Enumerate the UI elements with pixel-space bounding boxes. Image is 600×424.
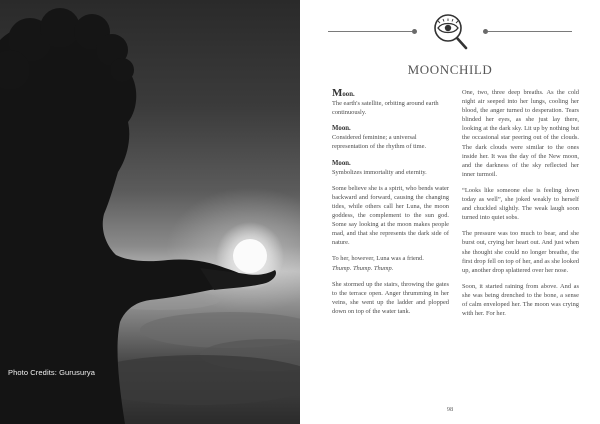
paragraph-line: To her, however, Luna was a friend. <box>332 255 424 263</box>
paragraph: She stormed up the stairs, throwing the gates to the terrace open. Anger thrumming in her veins, she went up the ladder and plopped down on top of the water tank. <box>332 280 449 315</box>
photo-credit: Photo Credits: Gurusurya <box>8 368 96 377</box>
moon <box>233 239 267 273</box>
paragraph: Some believe she is a spirit, who bends water backward and forward, causing the changing tides, while others call her Luna, the moon goddess, the complement to the sun god. Some say looking at the moon makes people mad, and that she represents the dark side of nature. <box>332 184 449 247</box>
definition-3 <box>332 159 449 177</box>
page-number: 98 <box>446 406 454 413</box>
ornament-dot-left <box>412 29 417 34</box>
definition-text: The earth's satellite, orbiting around earth continuously. <box>332 100 439 117</box>
text-column-right <box>462 88 579 325</box>
ornament-rule-right <box>488 31 572 32</box>
definition-1 <box>332 88 449 117</box>
text-page <box>300 0 600 424</box>
paragraph: One, two, three deep breaths. As the cold night air seeped into her lungs, cooling her blood, the anger turned to desperation. Tears blinded her eyes, as she just lay there, looking at the dark sky. Lit up by nothing but the occasional star peering out of the clouds. The dark clouds were similar to the ones inside her. It was the day of the New moon, and the darkness of the sky reflected her inner turmoil. <box>462 89 579 178</box>
definition-2 <box>332 124 449 151</box>
drop-cap: M <box>332 87 343 99</box>
definition-text: Considered feminine; a universal representation of the rhythm of time. <box>332 134 427 151</box>
paragraph: The pressure was too much to bear, and she burst out, crying her heart out. And just when she thought she could no longer breathe, the first drop fell on top of her, and as she looked up, another drop splattered over her nose. <box>462 230 579 274</box>
eye-magnifier-icon <box>430 12 470 52</box>
text-column-left <box>332 88 449 323</box>
chapter-title: MOONCHILD <box>407 62 493 77</box>
header-ornament <box>328 12 572 52</box>
paragraph-line-italic: Thump. Thump. Thump. <box>332 264 394 272</box>
definition-term: Moon. <box>332 159 351 167</box>
paragraph <box>332 254 449 272</box>
ornament-rule-left <box>328 31 412 32</box>
definition-term: oon. <box>342 91 355 98</box>
definition-text: Symbolizes immortality and eternity. <box>332 168 427 176</box>
paragraph: “Looks like someone else is feeling down today as well”, she joked weakly to herself and chuckled slightly. The weak laugh soon turned into quiet sobs. <box>462 186 579 222</box>
paragraph: Soon, it started raining from above. And as she was being drenched to the bone, a sense of calm enveloped her. The moon was crying with her. For her. <box>462 282 579 318</box>
definition-term: Moon. <box>332 125 351 133</box>
